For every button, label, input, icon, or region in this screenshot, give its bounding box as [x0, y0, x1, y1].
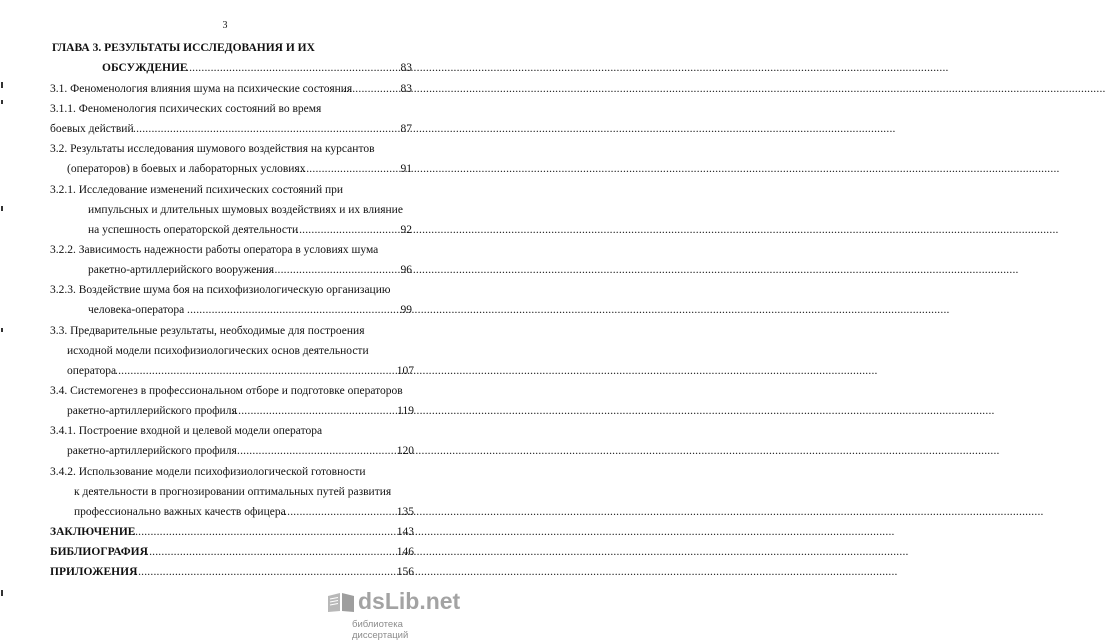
- toc-line: ракетно-артиллерийского профиля: [67, 445, 237, 457]
- toc-line: ОБСУЖДЕНИЕ: [102, 62, 188, 74]
- leader-dots: [133, 122, 389, 136]
- toc-line: профессионально важных качеств офицера: [74, 506, 286, 518]
- toc-page: 143: [396, 526, 414, 538]
- leader-dots: [135, 565, 389, 579]
- leader-dots: [281, 505, 389, 519]
- leader-dots: [343, 82, 389, 96]
- toc-line: ракетно-артиллерийского вооружения: [88, 264, 274, 276]
- toc-line: человека-оператора: [88, 304, 185, 316]
- toc-page: 83: [400, 83, 412, 95]
- toc-line: к деятельности в прогнозировании оптимальных путей развития: [74, 486, 392, 498]
- toc-line: боевых действий: [50, 123, 134, 135]
- toc-line: ГЛАВА 3. РЕЗУЛЬТАТЫ ИССЛЕДОВАНИЯ И ИХ: [52, 42, 315, 54]
- toc-line: исходной модели психофизиологических основ деятельности: [67, 345, 369, 357]
- toc-line: 3.3. Предварительные результаты, необходимые для построения: [50, 325, 365, 337]
- leader-dots: [187, 303, 389, 317]
- leader-dots: [296, 223, 389, 237]
- toc-line: 3.1. Феноменология влияния шума на психические состояния: [50, 83, 353, 95]
- toc-page: 107: [396, 365, 414, 377]
- toc-line: 3.2.2. Зависимость надежности работы оператора в условиях шума: [50, 244, 379, 256]
- toc-page: 92: [400, 224, 412, 236]
- toc-line: БИБЛИОГРАФИЯ: [50, 546, 148, 558]
- toc-line: ПРИЛОЖЕНИЯ: [50, 566, 138, 578]
- toc-page: 91: [400, 163, 412, 175]
- leader-dots: [115, 364, 389, 378]
- toc-page: 120: [396, 445, 414, 457]
- leader-dots: [146, 545, 389, 559]
- toc-line: (операторов) в боевых и лабораторных условиях: [67, 163, 306, 175]
- page-edge: [0, 0, 4, 637]
- toc-line: 3.4. Системогенез в профессиональном отборе и подготовке операторов: [50, 385, 403, 397]
- leader-dots: [297, 162, 389, 176]
- toc-page: 96: [400, 264, 412, 276]
- toc-line: 3.4.1. Построение входной и целевой модели оператора: [50, 425, 323, 437]
- toc-line: 3.1.1. Феноменология психических состояний во время: [50, 103, 322, 115]
- leader-dots: [186, 61, 389, 75]
- toc-page: 83: [400, 62, 412, 74]
- toc-line: ракетно-артиллерийского профиля: [67, 405, 237, 417]
- toc-page: 87: [400, 123, 412, 135]
- watermark-title: dsLib.net: [358, 588, 461, 614]
- toc-page: 119: [397, 405, 414, 417]
- toc-line: 3.2.3. Воздействие шума боя на психофизиологическую организацию: [50, 284, 391, 296]
- dslib-watermark: [300, 588, 461, 641]
- leader-dots: [232, 404, 389, 418]
- toc-page: 146: [396, 546, 414, 558]
- toc-line: на успешность операторской деятельности: [88, 224, 299, 236]
- toc-page: 99: [400, 304, 412, 316]
- watermark-subtitle: библиотека диссертаций: [352, 619, 409, 641]
- book-logo-icon: [326, 590, 356, 614]
- toc-line: 3.2.1. Исследование изменений психических состояний при: [50, 184, 344, 196]
- toc-line: ЗАКЛЮЧЕНИЕ: [50, 526, 136, 538]
- toc-page: 135: [396, 506, 414, 518]
- toc-line: 3.2. Результаты исследования шумового воздействия на курсантов: [50, 143, 375, 155]
- leader-dots: [237, 444, 389, 458]
- toc-line: 3.4.2. Использование модели психофизиологической готовности: [50, 466, 366, 478]
- leader-dots: [256, 263, 389, 277]
- toc-page: 156: [396, 566, 414, 578]
- toc-line: импульсных и длительных шумовых воздействиях и их влияние: [88, 204, 403, 216]
- leader-dots: [132, 525, 389, 539]
- page-number: 3: [222, 20, 228, 31]
- toc-line: оператора: [67, 365, 117, 377]
